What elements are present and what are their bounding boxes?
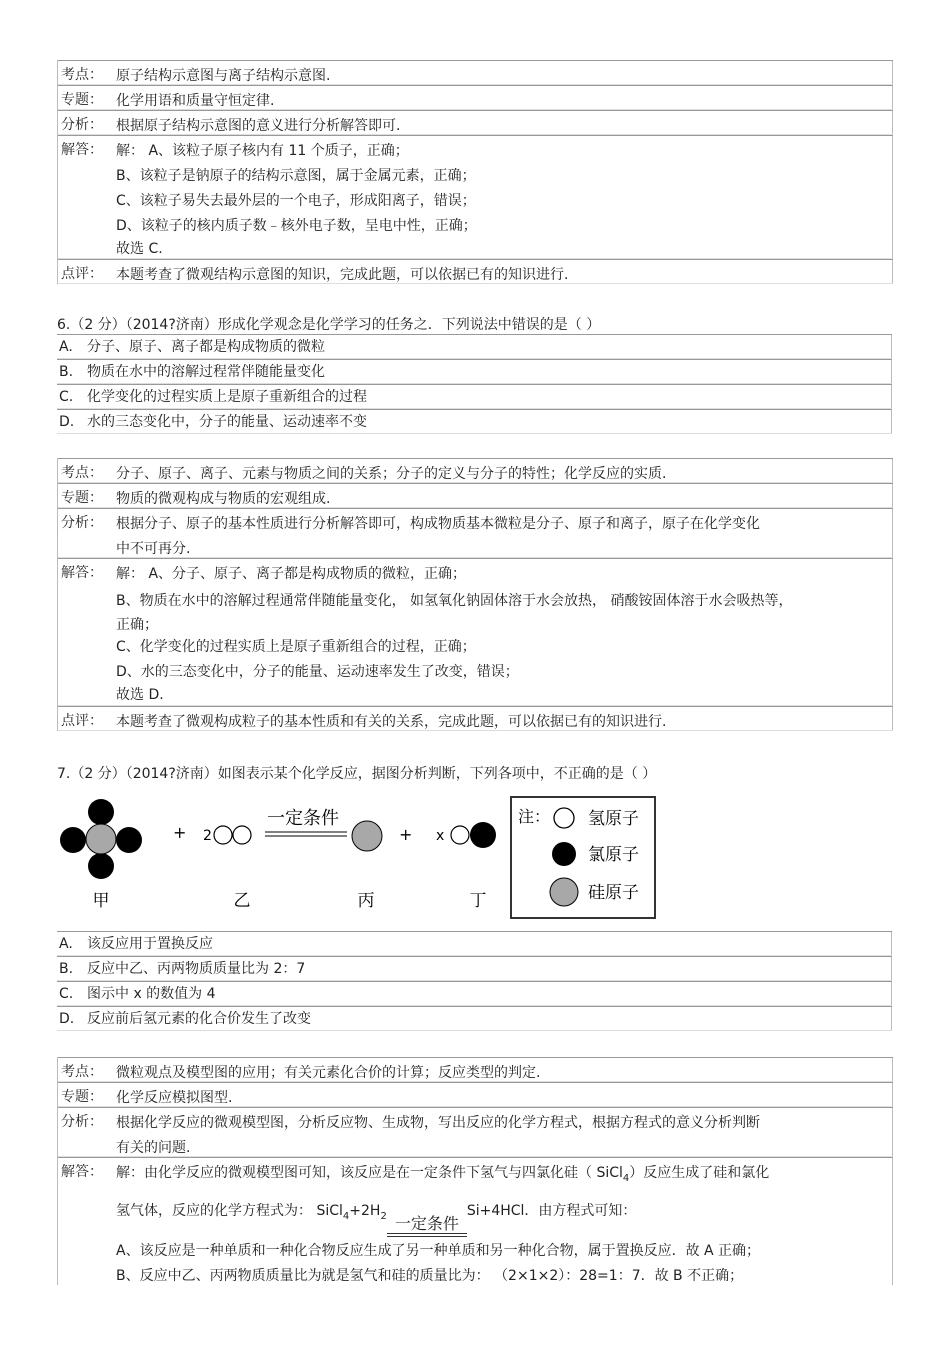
jieda-row xyxy=(58,558,893,706)
equation-line xyxy=(116,1191,893,1237)
jieda-label: 解答： xyxy=(61,142,103,158)
fenxi-line: 根据化学反应的微观模型图，分析反应物、生成物，写出反应的化学方程式，根据方程式的意义分析判断 xyxy=(116,1115,760,1131)
fenxi-row xyxy=(58,1107,893,1157)
silicon-atom-icon xyxy=(550,878,578,906)
option-text: 反应前后氢元素的化合价发生了改变 xyxy=(87,1011,311,1027)
option-letter: D. xyxy=(59,414,75,430)
option-text: 图示中 x 的数值为 4 xyxy=(87,986,216,1002)
analysis-table-5 xyxy=(57,60,893,284)
fenxi-line: 根据分子、原子的基本性质进行分析解答即可，构成物质基本微粒是分子、原子和离子，原子在化学变化 xyxy=(116,516,760,532)
option-b[interactable] xyxy=(57,956,892,981)
option-letter: A. xyxy=(59,936,73,952)
name-yi: 乙 xyxy=(233,891,251,911)
jieda-line: 故选 C. xyxy=(116,241,163,257)
kaodian-row xyxy=(58,60,893,85)
name-bing: 丙 xyxy=(357,891,375,911)
analysis-table-6 xyxy=(57,458,893,731)
zhuanti-row xyxy=(58,483,893,508)
zhuanti-label: 专题： xyxy=(61,92,103,108)
molecule-yi xyxy=(214,826,251,844)
legend-hydrogen: 氢原子 xyxy=(588,809,639,829)
jieda-label: 解答： xyxy=(61,565,103,581)
jieda-text: 氢气体，反应的化学方程式为： SiCl xyxy=(116,1202,343,1219)
analysis-table-7 xyxy=(57,1057,893,1285)
reaction-condition: 一定条件 xyxy=(267,808,339,829)
jieda-text: 解：由化学反应的微观模型图可知，该反应是在一定条件下氢气与四氯化硅（ SiCl xyxy=(116,1165,623,1181)
jieda-line: 解： A、分子、原子、离子都是构成物质的微粒，正确； xyxy=(116,566,467,582)
zhuanti-row xyxy=(58,1082,893,1107)
option-c[interactable] xyxy=(57,384,892,409)
dianping-label: 点评： xyxy=(61,266,103,282)
legend-silicon: 硅原子 xyxy=(588,883,639,903)
option-letter: C. xyxy=(59,389,74,405)
option-a[interactable] xyxy=(57,334,892,359)
legend xyxy=(512,798,654,917)
dianping-text: 本题考查了微观结构示意图的知识，完成此题，可以依据已有的知识进行. xyxy=(116,267,569,283)
coefficient-ding: x xyxy=(436,828,445,844)
jieda-line: D、该粒子的核内质子数﹣核外电子数，呈电中性，正确； xyxy=(116,218,477,234)
name-ding: 丁 xyxy=(469,891,487,911)
zhuanti-text: 化学用语和质量守恒定律. xyxy=(116,93,275,109)
hydrogen-atom-icon xyxy=(554,808,574,828)
option-text: 该反应用于置换反应 xyxy=(87,936,213,952)
jieda-row xyxy=(58,135,893,259)
chlorine-atom-icon xyxy=(552,842,576,866)
molecule-jia xyxy=(60,799,142,879)
fenxi-label: 分析： xyxy=(61,515,103,531)
option-text: 化学变化的过程实质上是原子重新组合的过程 xyxy=(87,389,367,405)
option-letter: C. xyxy=(59,986,74,1002)
option-text: 分子、原子、离子都是构成物质的微粒 xyxy=(87,339,325,355)
question-6-options xyxy=(57,334,892,434)
molecule-ding xyxy=(451,822,496,848)
fenxi-label: 分析： xyxy=(61,117,103,133)
kaodian-text: 微粒观点及模型图的应用；有关元素化合价的计算；反应类型的判定. xyxy=(116,1065,541,1081)
option-text: 反应中乙、丙两物质质量比为 2：7 xyxy=(87,961,306,977)
jieda-line: B、物质在水中的溶解过程通常伴随能量变化， 如氢氧化钠固体溶于水会放热， 硝酸铵固体溶于水会吸热等， xyxy=(116,593,793,609)
legend-title: 注： xyxy=(518,807,551,826)
jieda-line: 正确； xyxy=(116,617,158,633)
fenxi-line: 中不可再分. xyxy=(116,541,191,557)
jieda-line xyxy=(116,1161,893,1191)
molecule-bing xyxy=(352,821,382,851)
question-7-options xyxy=(57,931,892,1031)
jieda-line: 解： A、该粒子原子核内有 11 个质子，正确； xyxy=(116,143,409,159)
jieda-row xyxy=(58,1157,893,1285)
legend-chlorine: 氯原子 xyxy=(588,845,639,865)
fenxi-row xyxy=(58,508,893,558)
kaodian-label: 考点： xyxy=(61,1064,103,1080)
zhuanti-label: 专题： xyxy=(61,490,103,506)
kaodian-text: 原子结构示意图与离子结构示意图. xyxy=(116,68,331,84)
question-6-stem: 6.（2 分）（2014?济南）形成化学观念是化学学习的任务之．下列说法中错误的是（ ） xyxy=(57,317,601,333)
subscript: 4 xyxy=(342,1210,350,1222)
zhuanti-row xyxy=(58,85,893,110)
option-letter: B. xyxy=(59,961,74,977)
option-b[interactable] xyxy=(57,359,892,384)
kaodian-row xyxy=(58,458,893,483)
jieda-text: ）反应生成了硅和氯化 xyxy=(629,1165,770,1181)
subscript: 2 xyxy=(380,1210,387,1222)
jieda-text: +2H xyxy=(349,1202,381,1219)
dianping-row xyxy=(58,259,893,284)
question-7-stem: 7.（2 分）（2014?济南）如图表示某个化学反应，据图分析判断，下列各项中，不正确的是（ ） xyxy=(57,766,657,782)
jieda-line: A、该反应是一种单质和一种化合物反应生成了另一种单质和另一种化合物，属于置换反应．故 A 正确； xyxy=(116,1242,761,1259)
fenxi-row xyxy=(58,110,893,135)
option-d[interactable] xyxy=(57,409,892,434)
dianping-text: 本题考查了微观构成粒子的基本性质和有关的关系，完成此题，可以依据已有的知识进行. xyxy=(116,714,667,730)
option-letter: B. xyxy=(59,364,74,380)
jieda-line: B、该粒子是钠原子的结构示意图，属于金属元素，正确； xyxy=(116,168,476,184)
plus-sign: + xyxy=(173,823,187,842)
subscript: 4 xyxy=(622,1172,630,1184)
option-c[interactable] xyxy=(57,981,892,1006)
option-letter: A. xyxy=(59,339,73,355)
fenxi-label: 分析： xyxy=(61,1114,103,1130)
equation-arrow xyxy=(387,1215,467,1237)
fenxi-text: 根据原子结构示意图的意义进行分析解答即可. xyxy=(116,118,401,134)
dianping-label: 点评： xyxy=(61,713,103,729)
jieda-line: D、水的三态变化中，分子的能量、运动速率发生了改变，错误； xyxy=(116,664,519,680)
zhuanti-text: 化学反应模拟图型. xyxy=(116,1090,233,1106)
coefficient-yi: 2 xyxy=(203,828,212,844)
zhuanti-text: 物质的微观构成与物质的宏观组成. xyxy=(116,491,331,507)
jieda-line: 故选 D. xyxy=(116,687,164,703)
option-d[interactable] xyxy=(57,1006,892,1031)
dianping-row xyxy=(58,706,893,731)
fenxi-line: 有关的问题. xyxy=(116,1140,191,1156)
option-a[interactable] xyxy=(57,931,892,956)
name-jia: 甲 xyxy=(92,891,110,911)
zhuanti-label: 专题： xyxy=(61,1089,103,1105)
jieda-line: C、化学变化的过程实质上是原子重新组合的过程，正确； xyxy=(116,639,476,655)
kaodian-text: 分子、原子、离子、元素与物质之间的关系；分子的定义与分子的特性；化学反应的实质. xyxy=(116,466,667,482)
kaodian-label: 考点： xyxy=(61,465,103,481)
kaodian-row xyxy=(58,1057,893,1082)
option-text: 水的三态变化中，分子的能量、运动速率不变 xyxy=(87,414,367,430)
kaodian-label: 考点： xyxy=(61,67,103,83)
jieda-line: B、反应中乙、丙两物质质量比为就是氢气和硅的质量比为： （2×1×2）：28=1：7．故 B 不正确； xyxy=(116,1267,744,1284)
plus-sign: + xyxy=(399,825,413,844)
legend-box xyxy=(510,796,656,919)
option-text: 物质在水中的溶解过程常伴随能量变化 xyxy=(87,364,325,380)
jieda-label: 解答： xyxy=(61,1164,103,1180)
option-letter: D. xyxy=(59,1011,75,1027)
jieda-text: Si+4HCl．由方程式可知： xyxy=(466,1202,637,1219)
jieda-line: C、该粒子易失去最外层的一个电子，形成阳离子，错误； xyxy=(116,193,476,209)
reaction-condition: 一定条件 xyxy=(394,1213,459,1233)
